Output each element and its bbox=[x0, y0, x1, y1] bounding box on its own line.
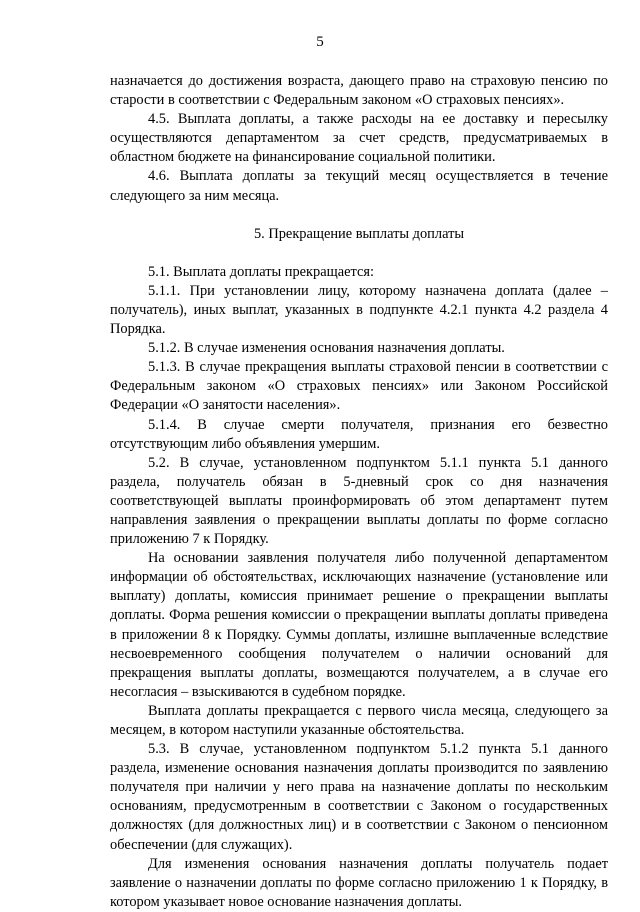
paragraph-4-5: 4.5. Выплата доплаты, а также расходы на ее доставку и пересылку осуществляются департаментом за счет средств, предусматриваемых в областном бюджете на финансирование социальной политики. bbox=[110, 111, 608, 166]
page-number: 5 bbox=[316, 34, 324, 50]
paragraph-termination-date: Выплата доплаты прекращается с первого числа месяца, следующего за месяцем, в котором наступили указанные обстоятельства. bbox=[110, 702, 608, 738]
paragraph-5-2: 5.2. В случае, установленном подпунктом 5.1.1 пункта 5.1 данного раздела, получатель обязан в 5-дневный срок со дня назначения соответствующей выплаты проинформировать об этом департамент путем направления заявления о прекращении выплаты доплаты по форме согласно приложению 7 к Порядку. bbox=[110, 454, 608, 548]
paragraph-4-6: 4.6. Выплата доплаты за текущий месяц осуществляется в течение следующего за ним месяца. bbox=[110, 168, 608, 204]
paragraph-change-basis: Для изменения основания назначения доплаты получатель подает заявление о назначении доплаты по форме согласно приложению 1 к Порядку, в котором указывает новое основание назначения доплаты. bbox=[110, 855, 608, 910]
section-heading: 5. Прекращение выплаты доплаты bbox=[253, 225, 465, 242]
paragraph-5-1-4: 5.1.4. В случае смерти получателя, признания его безвестно отсутствующим либо объявления умершим. bbox=[110, 416, 608, 452]
paragraph-5-3: 5.3. В случае, установленном подпунктом 5.1.2 пункта 5.1 данного раздела, изменение основания назначения доплаты производится по заявлению получателя при наличии у него права на назначение доплаты по нескольким основаниям, предусмотренным в соответствии с Законом о государственных должностях (для должностных лиц) и в соответствии с Законом о пенсионном обеспечении (для служащих). bbox=[110, 741, 608, 853]
document-body bbox=[110, 72, 608, 912]
paragraph-5-1-3: 5.1.3. В случае прекращения выплаты страховой пенсии в соответствии с Федеральным законом «О страховых пенсиях» или Законом Российской Федерации «О занятости населения». bbox=[110, 359, 608, 414]
paragraph-continuation: назначается до достижения возраста, дающего право на страховую пенсию по старости в соответствии с Федеральным законом «О страховых пенсиях». bbox=[110, 73, 608, 109]
paragraph-5-1: 5.1. Выплата доплаты прекращается: bbox=[148, 263, 374, 280]
paragraph-5-1-1: 5.1.1. При установлении лицу, которому назначена доплата (далее – получатель), иных выплат, указанных в подпункте 4.2.1 пункта 4.2 раздела 4 Порядка. bbox=[110, 282, 608, 338]
paragraph-commission-decision: На основании заявления получателя либо полученной департаментом информации об обстоятельствах, исключающих назначение (установление или выплату) доплаты, комиссия принимает решение о прекращении выплаты доплаты. Форма решения комиссии о прекращении выплаты доплаты приведена в приложении 8 к Порядку. Суммы доплаты, излишне выплаченные вследствие несвоевременного сообщения получателем о наличии оснований для прекращения выплаты доплаты, возмещаются получателем, а в случае его несогласия – взыскиваются в судебном порядке. bbox=[110, 550, 608, 700]
paragraph-5-1-2: 5.1.2. В случае изменения основания назначения доплаты. bbox=[148, 340, 505, 357]
